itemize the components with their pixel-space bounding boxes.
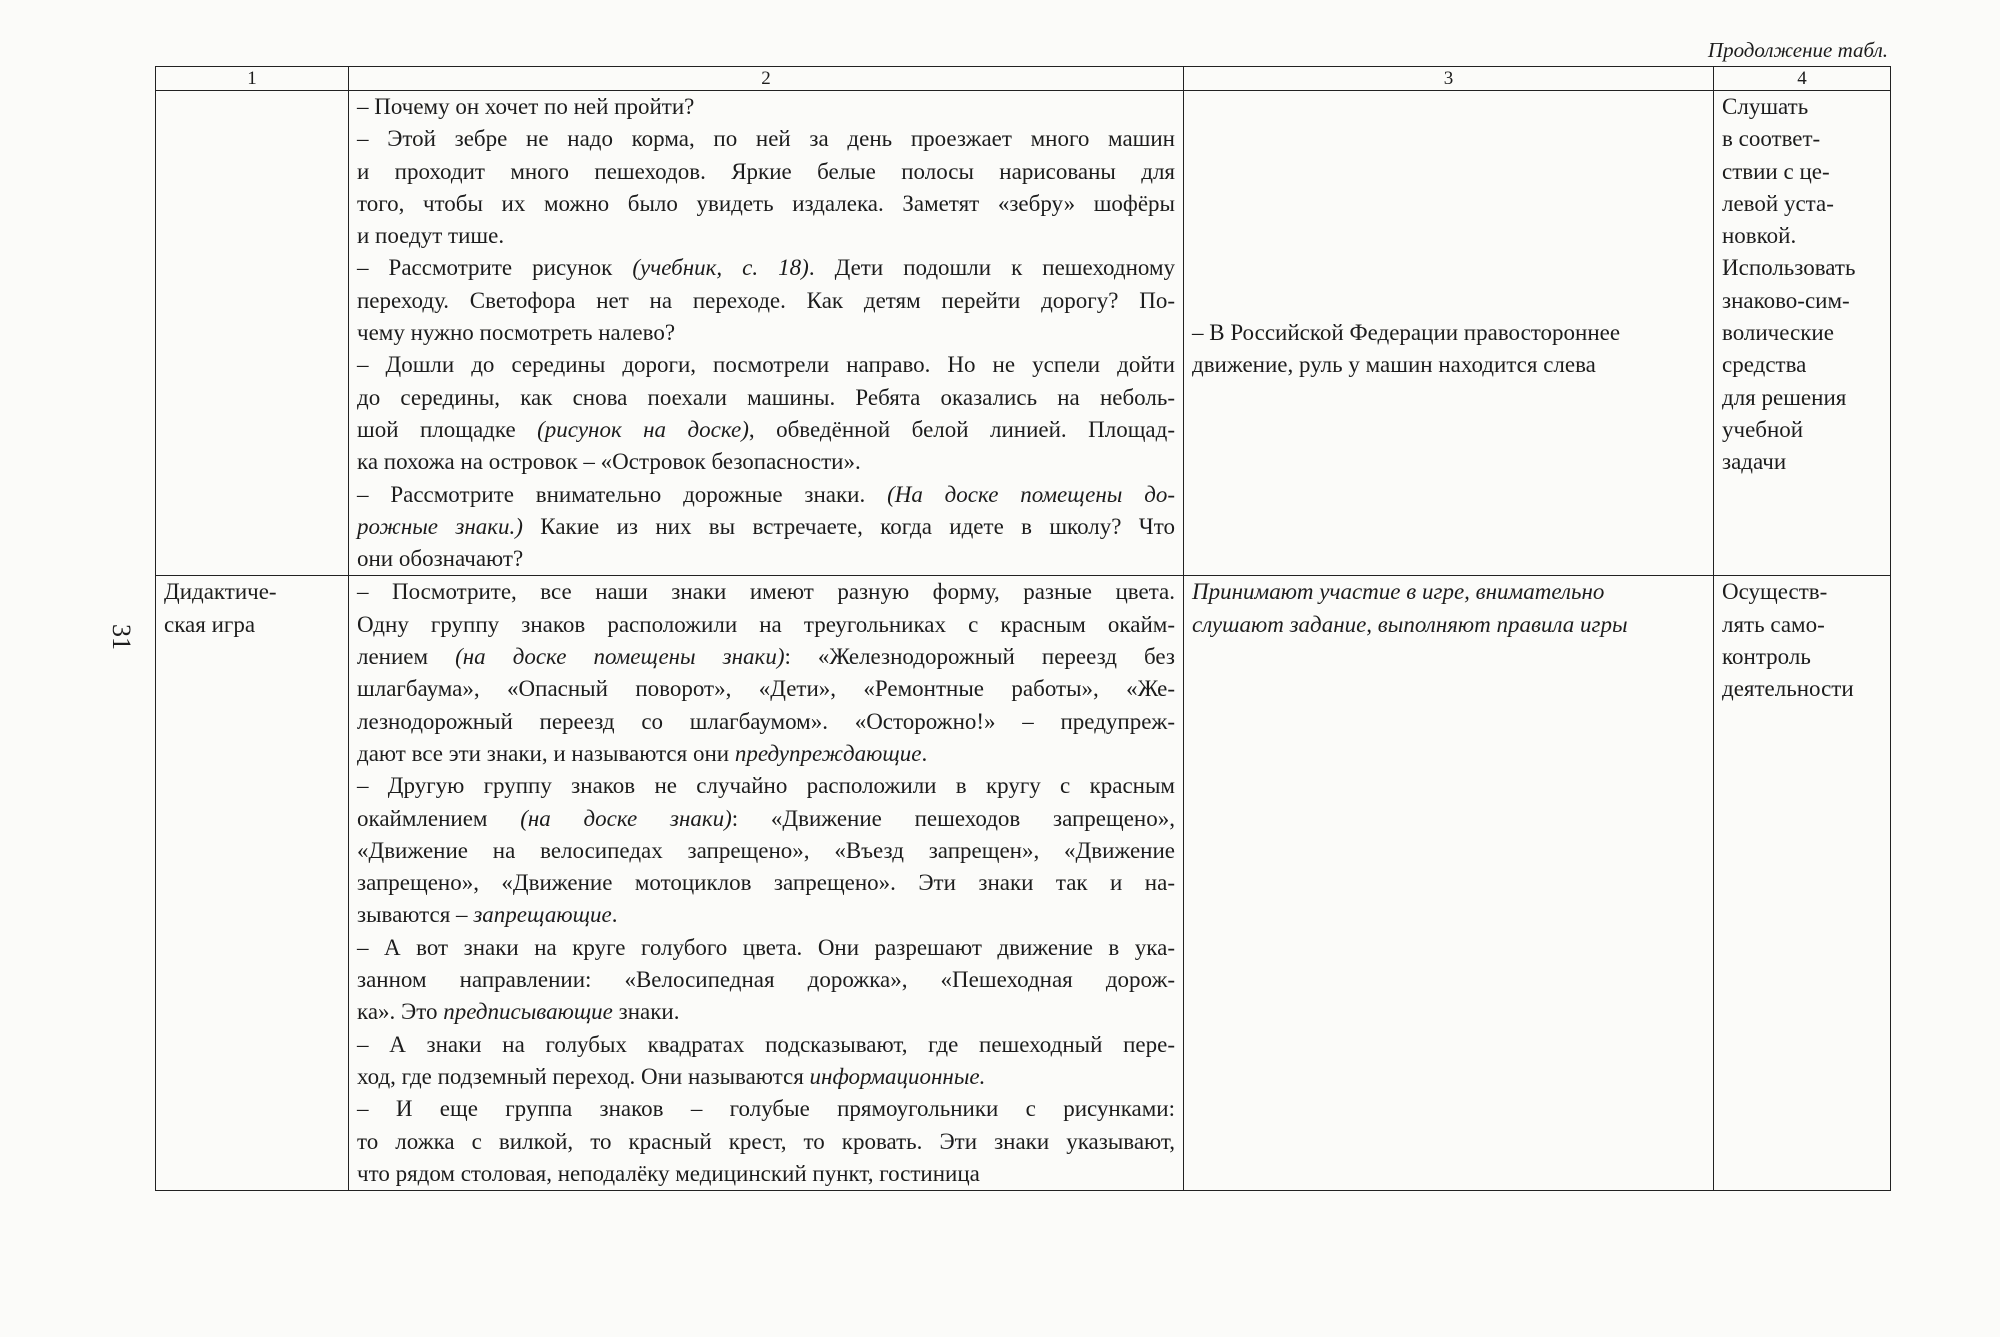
column-number: 3 [1184,67,1714,91]
column-number: 1 [156,67,349,91]
text-segment: . Дети подошли к пешеходному [808,255,1176,281]
text-line [357,511,1175,543]
italic-segment: информационные. [809,1063,986,1089]
text-segment: знаки. [612,999,680,1025]
text-line: Принимают участие в игре, внимательно [1192,579,1605,605]
text-line: для решения [1722,384,1847,410]
text-segment: – Рассмотрите рисунок [357,255,633,281]
italic-segment: (на доске знаки) [520,805,732,831]
text-segment: они обозначают? [357,546,524,572]
text-segment: зываются – [357,902,474,928]
student-activity-cell [1184,576,1714,1191]
learning-outcome-cell [1714,576,1891,1191]
text-line: волические [1722,320,1834,346]
continuation-label: Продолжение табл. [1707,38,1888,62]
text-line [357,609,1175,641]
text-line [357,706,1175,738]
text-line [357,220,1175,252]
text-line: слушают задание, выполняют правила игры [1192,611,1628,637]
text-line [357,285,1175,317]
text-segment: лезнодорожный переезд со шлагбаумом». «Осторожно!» – предупреж- [357,708,1175,734]
italic-segment: предупреждающие [734,740,922,766]
italic-segment: (На доске помещены до- [887,481,1175,507]
column-number: 4 [1714,67,1891,91]
text-segment: чему нужно посмотреть налево? [357,320,676,346]
text-line: – В Российской Федерации правостороннее [1192,320,1621,345]
text-segment: . [921,740,928,766]
text-segment: – А вот знаки на круге голубого цвета. Они разрешают движение в ука- [357,934,1175,960]
learning-outcome-cell [1714,91,1891,576]
text-segment: – Этой зебре не надо корма, по ней за день проезжает много машин [357,126,1175,152]
stage-cell [156,576,349,1191]
text-segment: занном направлении: «Велосипедная дорожка», «Пешеходная дорож- [357,967,1175,993]
text-line: ствии с це- [1722,158,1830,184]
text-line [357,641,1175,673]
text-line [357,770,1175,802]
text-line: знаково-сим- [1722,287,1850,313]
italic-segment: рожные знаки.) [357,513,523,539]
text-line [357,349,1175,381]
text-line [357,932,1175,964]
text-line [357,1158,1175,1190]
text-line: средства [1722,352,1807,378]
text-segment: лением [357,644,456,670]
text-segment: : «Железнодорожный переезд без [784,644,1175,670]
text-line [357,414,1175,446]
text-line [357,964,1175,996]
text-line [357,576,1175,608]
text-segment: . [611,902,618,928]
text-line [357,673,1175,705]
page-number: 31 [107,624,136,650]
text-segment: шлагбаума», «Опасный поворот», «Дети», «Ремонтные работы», «Же- [357,676,1175,702]
text-line: Дидактиче- [164,579,277,605]
text-line [357,738,1175,770]
text-line [357,1093,1175,1125]
text-line [357,123,1175,155]
text-segment: переходу. Светофора нет на переходе. Как детям перейти дорогу? По- [357,287,1175,313]
stage-cell [156,91,349,576]
text-line: в соответ- [1722,126,1821,152]
text-line [357,479,1175,511]
table-row [156,576,1891,1191]
text-segment: – Посмотрите, все наши знаки имеют разную форму, разные цвета. [357,579,1175,605]
text-line [357,803,1175,835]
italic-segment: (рисунок на доске) [537,416,749,442]
table-row [156,91,1891,576]
text-segment: дают все эти знаки, и называются они [357,740,735,766]
text-segment: запрещено», «Движение мотоциклов запрещено». Эти знаки так и на- [357,870,1175,896]
text-line: Осуществ- [1722,579,1828,605]
teacher-activity-cell [349,576,1184,1191]
text-line [357,835,1175,867]
text-line [357,91,1175,123]
text-segment: окаймлением [357,805,521,831]
column-number-row [156,67,1891,91]
text-line: лять само- [1722,611,1825,637]
text-line [357,156,1175,188]
text-segment: Одну группу знаков расположили на треугольниках с красным окайм- [357,611,1175,637]
teacher-activity-cell [349,91,1184,576]
text-line [357,1029,1175,1061]
text-line [357,252,1175,284]
text-line: левой уста- [1722,190,1834,216]
italic-segment: предписывающие [443,999,613,1025]
text-segment: – Другую группу знаков не случайно расположили в кругу с красным [357,773,1175,799]
text-segment: ка похожа на островок – «Островок безопасности». [357,449,861,475]
text-line: ская игра [164,611,256,637]
text-segment: до середины, как снова поехали машины. Ребята оказались на неболь- [357,384,1175,410]
text-segment: что рядом столовая, неподалёку медицинский пункт, гостиница [357,1160,980,1186]
text-segment: Какие из них вы встречаете, когда идете в школу? Что [522,513,1175,539]
text-segment: , обведённой белой линией. Площад- [748,416,1175,442]
text-segment: – Рассмотрите внимательно дорожные знаки. [357,481,888,507]
text-segment: – Дошли до середины дороги, посмотрели направо. Но не успели дойти [357,352,1175,378]
text-segment: того, чтобы их можно было увидеть издалека. Заметят «зебру» шофёры [357,190,1175,216]
text-line [357,446,1175,478]
text-segment: – И еще группа знаков – голубые прямоугольники с рисунками: [357,1096,1175,1122]
text-segment: и проходит много пешеходов. Яркие белые полосы нарисованы для [357,158,1175,184]
text-line [357,188,1175,220]
italic-segment: (на доске помещены знаки) [455,644,785,670]
text-segment: : «Движение пешеходов запрещено», [731,805,1175,831]
text-line: Использовать [1722,255,1856,281]
text-segment: то ложка с вилкой, то красный крест, то кровать. Эти знаки указывают, [357,1128,1175,1154]
lesson-plan-table [155,66,1891,1191]
text-line [357,382,1175,414]
text-line: деятельности [1722,676,1854,702]
text-segment: ка». Это [357,999,444,1025]
text-line [357,867,1175,899]
text-segment: и поедут тише. [357,223,505,249]
text-line [357,543,1175,575]
text-line [357,1061,1175,1093]
text-segment: «Движение на велосипедах запрещено», «Въезд запрещен», «Движение [357,837,1175,863]
student-activity-cell [1184,91,1714,576]
text-segment: – А знаки на голубых квадратах подсказывают, где пешеходный пере- [357,1031,1175,1057]
text-segment: ход, где подземный переход. Они называются [357,1063,810,1089]
text-line [357,317,1175,349]
text-line: учебной [1722,416,1804,442]
column-number: 2 [349,67,1184,91]
text-line [357,996,1175,1028]
italic-segment: (учебник, с. 18) [632,255,809,281]
text-line: контроль [1722,644,1811,670]
text-line [357,1126,1175,1158]
text-line: Слушать [1722,94,1809,119]
text-segment: – Почему он хочет по ней пройти? [357,94,695,119]
text-line: новкой. [1722,223,1797,249]
text-line: движение, руль у машин находится слева [1192,352,1596,378]
text-line: задачи [1722,449,1787,475]
italic-segment: запрещающие [473,902,612,928]
text-line [357,899,1175,931]
text-segment: шой площадке [357,416,538,442]
